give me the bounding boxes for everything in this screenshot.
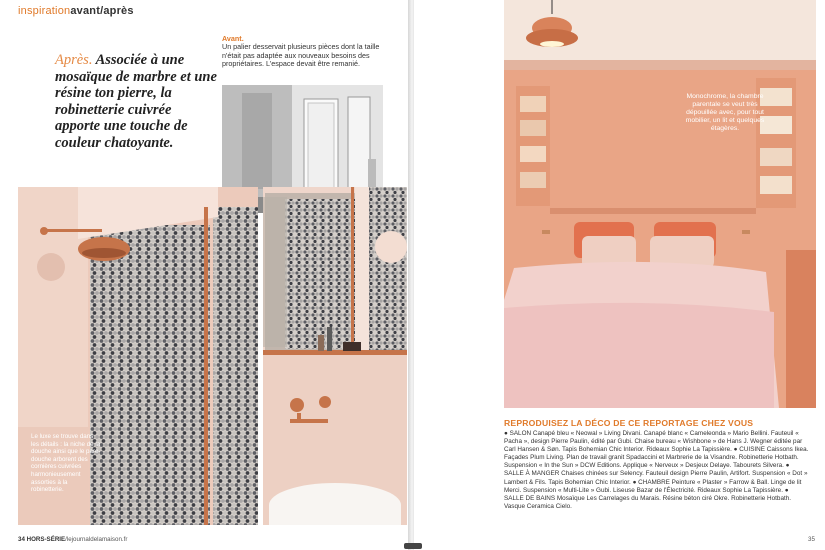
section-tag bbox=[18, 5, 134, 17]
page-number-left: 34 bbox=[18, 536, 25, 543]
page-number-right: 35 bbox=[808, 536, 815, 543]
avant-caption bbox=[222, 35, 382, 69]
shower-caption: Le luxe se trouve dans les détails : la niche de la douche ainsi que le pare-douche arborent des cornières cuivrées harmonieusement assorties à la robinetterie. bbox=[31, 433, 101, 494]
section-bold: avant/après bbox=[70, 5, 134, 17]
basin-photo bbox=[263, 187, 407, 525]
site-url: /lejournaldelamaison.fr bbox=[65, 536, 128, 543]
headline-accent: Après. bbox=[55, 52, 93, 68]
credits-title: REPRODUISEZ LA DÉCO DE CE REPORTAGE CHEZ VOUS bbox=[504, 418, 754, 428]
avant-label: Avant. bbox=[222, 34, 244, 43]
series-label: HORS-SÉRIE bbox=[26, 536, 66, 543]
shower-photo bbox=[18, 187, 258, 525]
bedroom-photo bbox=[504, 0, 816, 408]
folio-left bbox=[18, 536, 127, 543]
magazine-logo-mark bbox=[404, 543, 422, 549]
credits-body: ● SALON Canapé bleu « Neowal » Living Divani. Canapé blanc « Cameleonda » Mario Bellini. Fauteuil « Pacha », design Pierre Paulin, édité par Gubi. Chaise bureau « Wishbone » de Hans J. Wegner éditée par Carl Hansen & Søn. Tapis Bohemian Chic Interior. Rideaux Sophie La Tapissière. ● CUISINE Caissons Ikea. Façades Plum Living. Plan de travail granit Spadaccini et Marbrerie de la Visandre. Robinetterie Hotbath. Suspension « In the Sun » DCW Editions. Applique « Nerveux » Desjeux Delaye. Tabourets Silvera. ● SALLE À MANGER Chaises chinées sur Selency. Fauteuil design Pierre Paulin, Artifort. Suspension « Dot » Lambert & Fils. Tapis Bohemian Chic Interior. ● CHAMBRE Peinture « Plaster » Farrow & Ball. Linge de lit Merci. Suspension « Multi-Lite » Gubi. Liseuse Bazar de l'Électricité. Rideaux Sophie La Tapissière. ● SALLE DE BAINS Mosaïque Les Carrelages du Marais. Résine béton ciré Okre. Robinetterie Hotbath. Vasque Ceramica Cielo. bbox=[504, 430, 809, 510]
headline-text: Associée à une mosaïque de marbre et une résine ton pierre, la robinetterie cuivrée apporte une touche de couleur chatoyante. bbox=[55, 52, 217, 151]
left-page bbox=[0, 0, 410, 550]
avant-text: Un palier desservait plusieurs pièces dont la taille n'était pas adaptée aux nouveaux besoins des propriétaires. L'espace devait être remanié. bbox=[222, 42, 380, 69]
section-light: inspiration bbox=[18, 5, 71, 17]
headline bbox=[55, 52, 220, 151]
bedroom-caption: Monochrome, la chambre parentale se veut très dépouillée avec, pour tout mobilier, un lit et quelques étagères. bbox=[685, 93, 765, 132]
